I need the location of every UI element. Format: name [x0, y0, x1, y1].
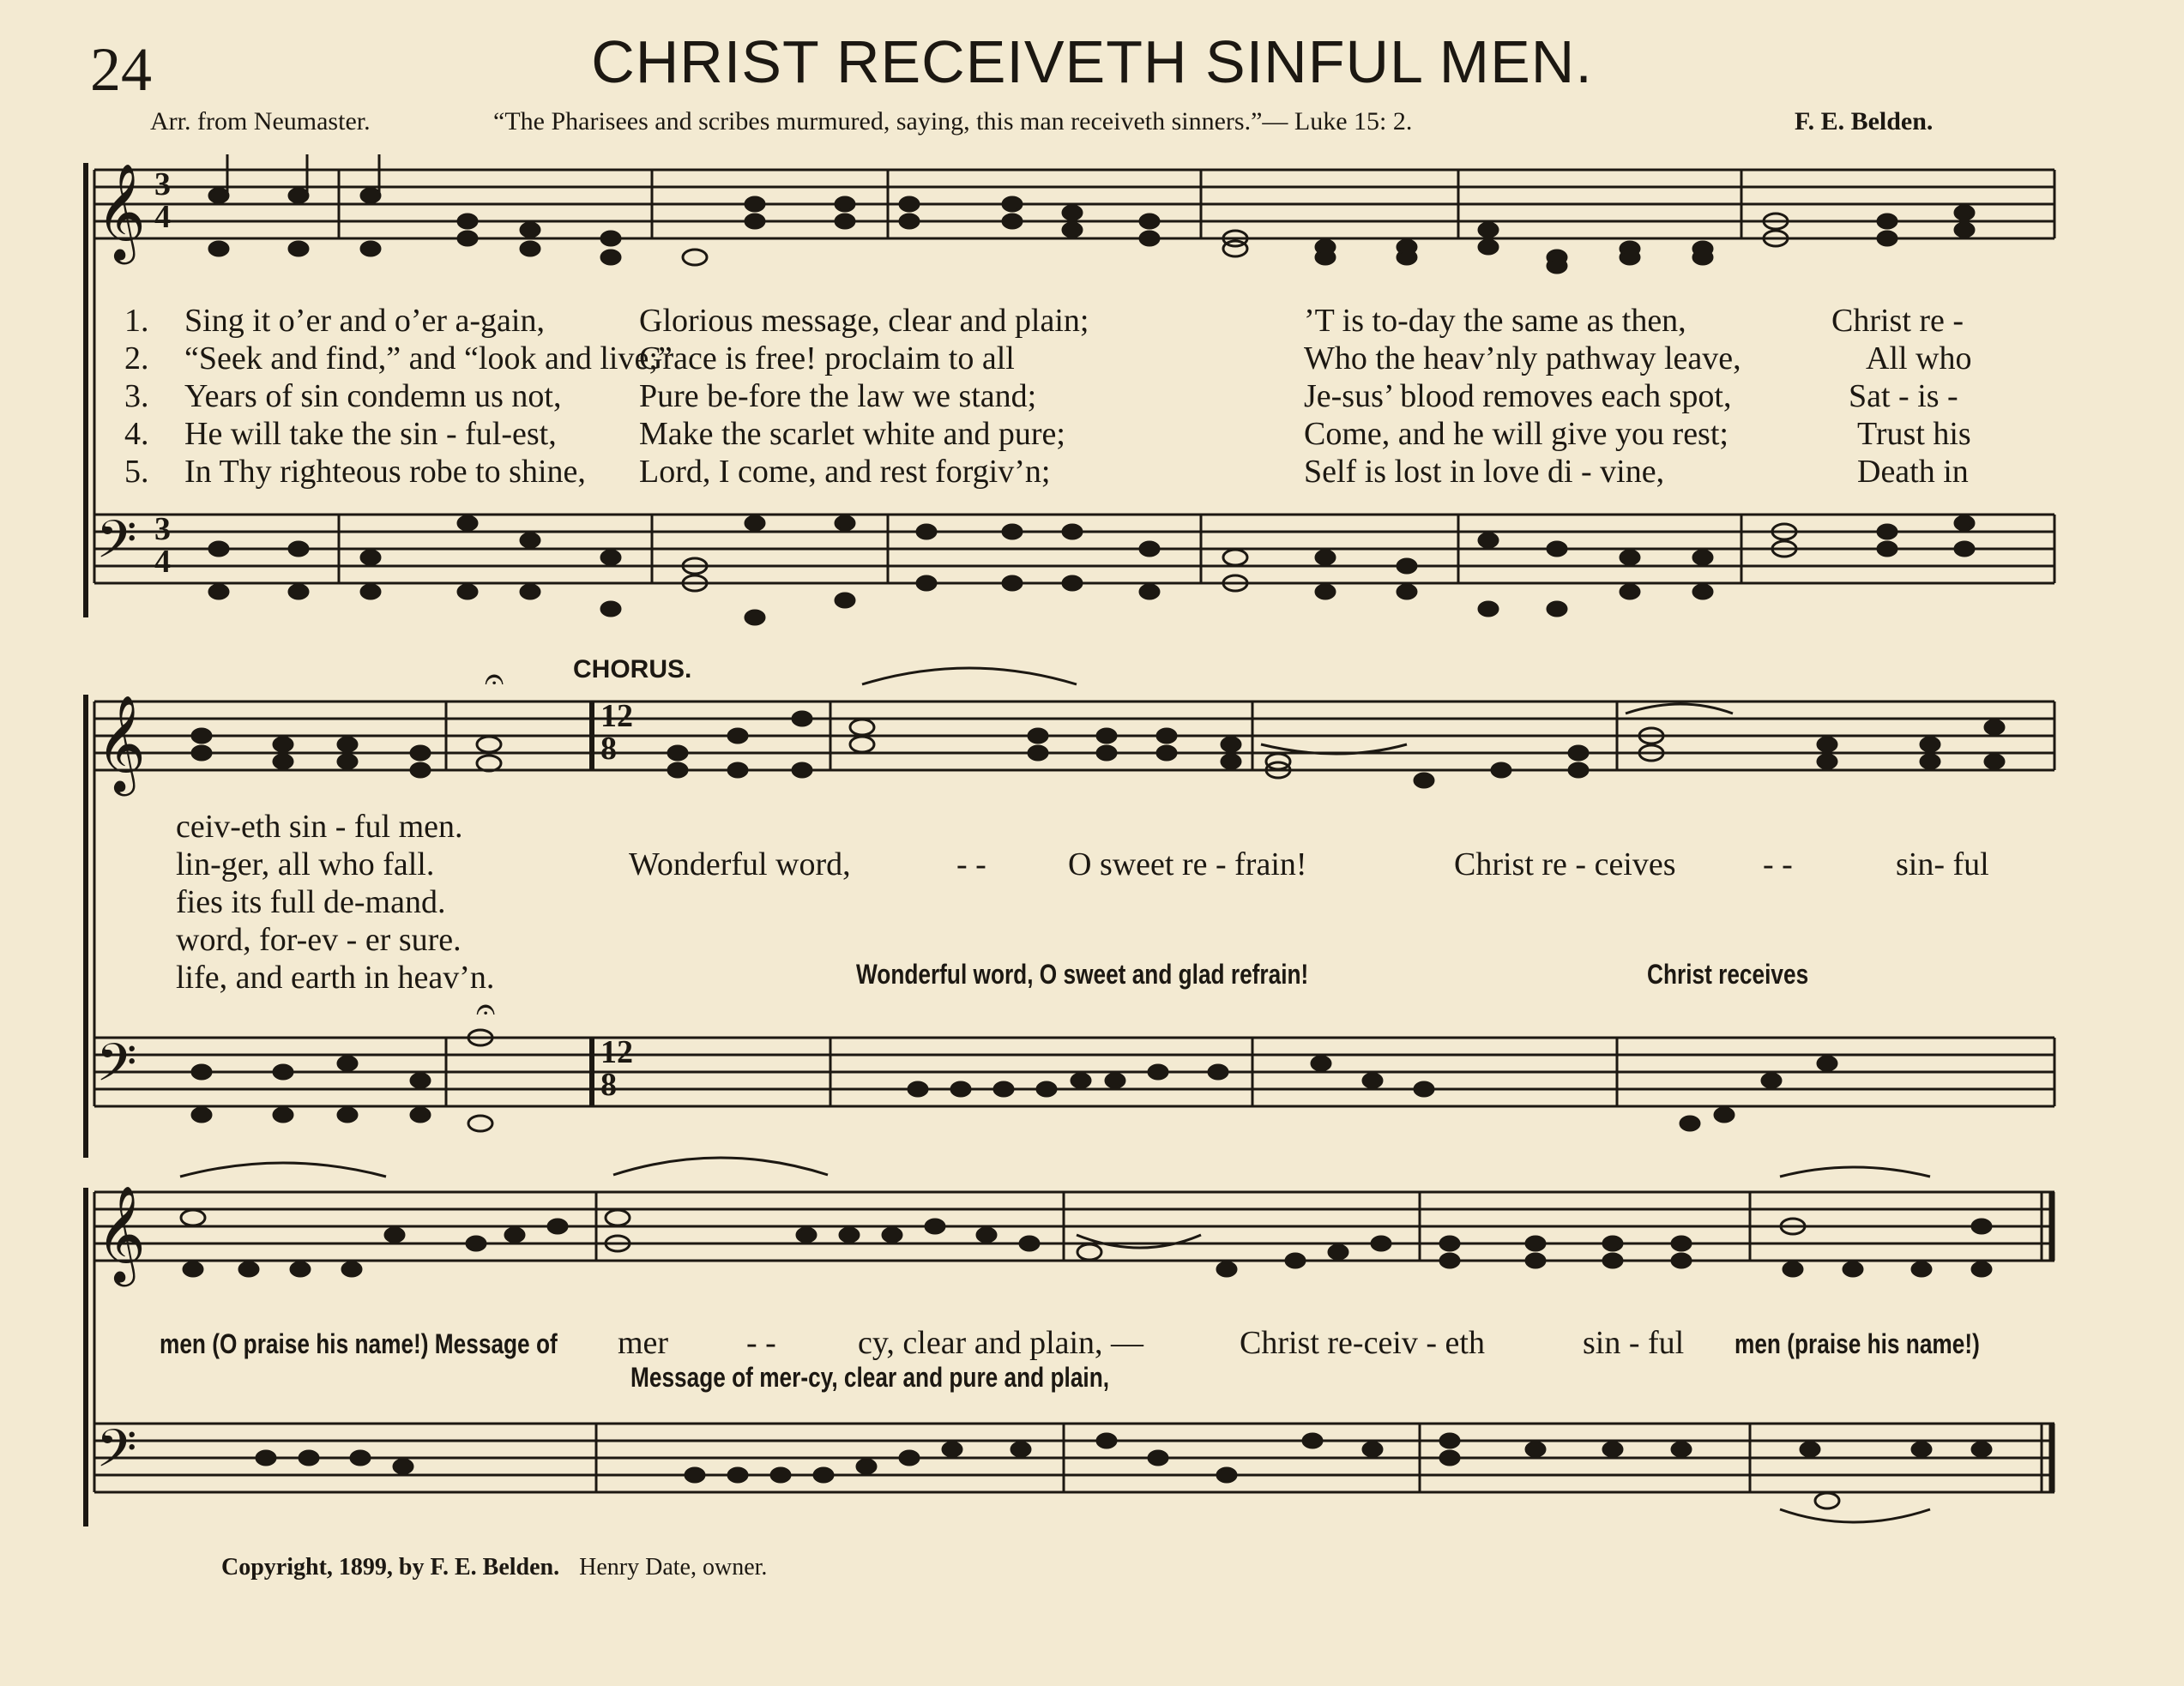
scripture-epigraph: “The Pharisees and scribes murmured, saying, this man receiveth sinners.”— Luke 15: 2. — [493, 107, 1413, 135]
svg-text:𝄢: 𝄢 — [96, 509, 137, 583]
time-signature-treble: 3 4 — [154, 166, 171, 235]
chorus-line1-b: - - — [956, 846, 986, 882]
chorus-line2-d: cy, clear and plain, — — [858, 1325, 1144, 1361]
chorus-line1-a: Wonderful word, — [629, 846, 851, 882]
page-number: 24 — [90, 35, 152, 104]
system3-treble-staff — [94, 1192, 2054, 1261]
system2-bass-staff — [94, 1034, 2054, 1106]
chorus-bass-line1-a: Wonderful word, O sweet and glad refrain! — [856, 959, 1309, 990]
verse-3-ending: fies its full de-mand. — [176, 884, 446, 920]
chorus-line1-f: sin- ful — [1896, 846, 1989, 882]
verse-5-ending: life, and earth in heav’n. — [176, 960, 495, 996]
author-credit: F. E. Belden. — [1795, 107, 1934, 135]
verse-5: 5. In Thy righteous robe to shine, Lord, I come, and rest forgiv’n; Self is lost in love di - vine, Death in — [124, 454, 1969, 490]
hymn-title: CHRIST RECEIVETH SINFUL MEN. — [591, 28, 1593, 95]
svg-text:𝄞: 𝄞 — [96, 163, 146, 261]
chorus-line1-c: O sweet re - frain! — [1068, 846, 1307, 882]
chorus-time-signature-treble: 12 8 — [600, 698, 633, 767]
verse-2-ending: lin-ger, all who fall. — [176, 846, 435, 882]
chorus-time-signature-bass: 12 8 — [600, 1034, 633, 1103]
verse-1-ending: ceiv-eth sin - ful men. — [176, 809, 463, 845]
chorus-label: CHORUS. — [573, 655, 692, 683]
chorus-line1-e: - - — [1763, 846, 1793, 882]
chorus-line2-g: men (praise his name!) — [1735, 1328, 1980, 1359]
svg-text:𝄐: 𝄐 — [476, 990, 496, 1029]
chorus-bass-line1-b: Christ receives — [1647, 959, 1809, 990]
verse-4-ending: word, for-ev - er sure. — [176, 922, 462, 958]
verse-1: 1. Sing it o’er and o’er a-gain, Glorious message, clear and plain; ’T is to-day the same as then, Christ re - — [124, 303, 1964, 339]
chorus-line2-b: mer — [618, 1325, 669, 1361]
system2-treble-staff — [94, 698, 2054, 770]
copyright-notice: Copyright, 1899, by F. E. Belden. Henry Date, owner. — [221, 1554, 768, 1581]
svg-text:𝄢: 𝄢 — [96, 1033, 137, 1106]
verse-4: 4. He will take the sin - ful-est, Make the scarlet white and pure; Come, and he will give you rest; Trust his — [124, 416, 1971, 452]
chorus-line2-a: men (O praise his name!) Message of — [160, 1328, 558, 1359]
svg-text:𝄞: 𝄞 — [96, 1185, 146, 1283]
svg-text:𝄐: 𝄐 — [485, 659, 504, 699]
chorus-line2-c: - - — [746, 1325, 776, 1361]
chorus-line1-d: Christ re - ceives — [1454, 846, 1676, 882]
system3-bass-staff — [94, 1424, 2054, 1492]
verse-2: 2. “Seek and find,” and “look and live;” Grace is free! proclaim to all Who the heav’nly pathway leave, All who — [124, 340, 1972, 376]
chorus-line2-f: sin - ful — [1583, 1325, 1685, 1361]
svg-text:𝄞: 𝄞 — [96, 695, 146, 792]
svg-text:𝄢: 𝄢 — [96, 1418, 137, 1492]
arranger-credit: Arr. from Neumaster. — [150, 107, 371, 135]
time-signature-bass: 3 4 — [154, 511, 171, 580]
verse-3: 3. Years of sin condemn us not, Pure be-fore the law we stand; Je-sus’ blood removes each spot, Sat - is - — [124, 378, 1958, 414]
chorus-bass-line2: Message of mer-cy, clear and pure and plain, — [630, 1362, 1110, 1393]
chorus-line2-e: Christ re-ceiv - eth — [1240, 1325, 1485, 1361]
